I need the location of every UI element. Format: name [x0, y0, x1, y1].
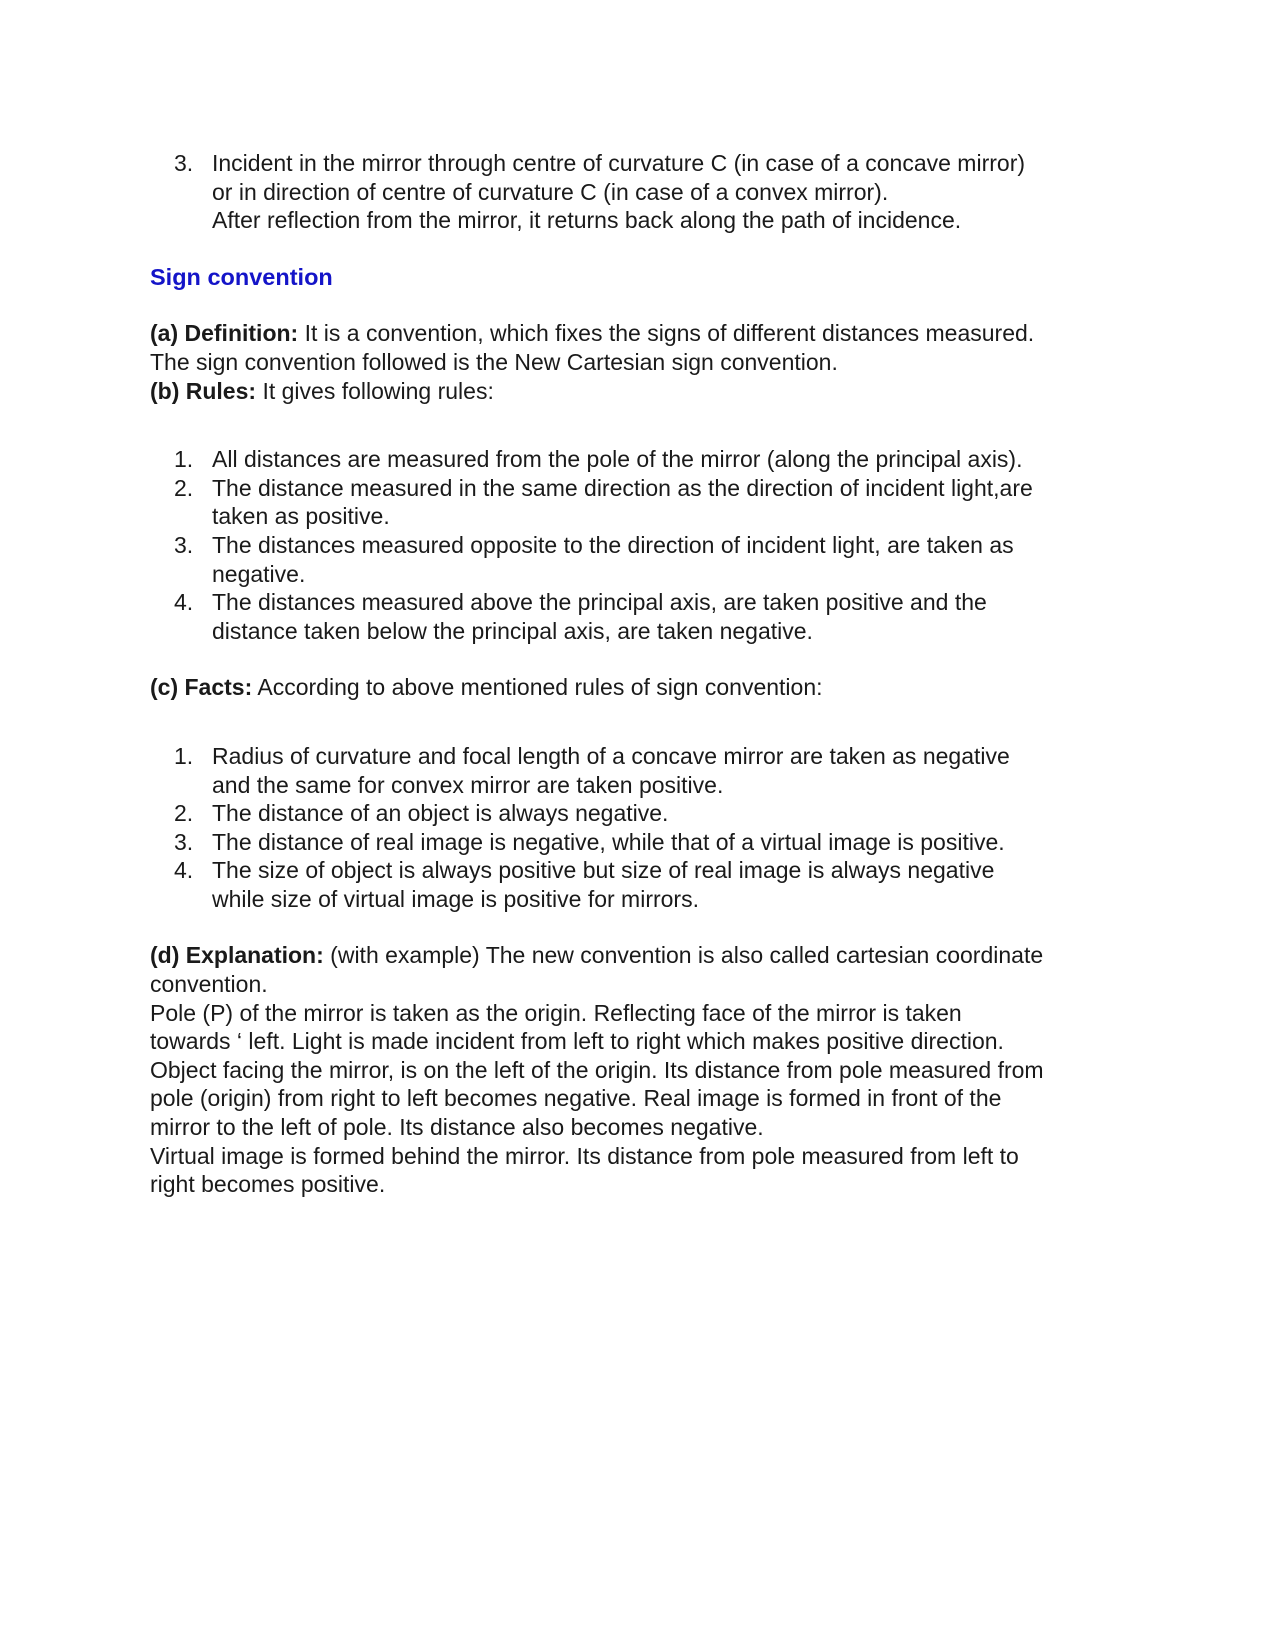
list-number: 4. — [174, 857, 194, 884]
document-page — [150, 149, 1150, 1199]
list-item — [150, 856, 1150, 913]
list-number: 1. — [174, 742, 194, 769]
explanation-label: (d) Explanation: — [150, 942, 324, 969]
list-item — [150, 149, 1150, 235]
rules-label: (b) Rules: — [150, 377, 257, 404]
explanation-text: (with example) The new convention is also called cartesian coordinate — [323, 942, 1044, 969]
list-item — [150, 588, 1150, 645]
definition-text: It is a convention, which fixes the signs of different distances measured. — [298, 320, 1035, 347]
list-text-line: The distances measured above the principal axis, are taken positive and the — [212, 589, 987, 616]
list-number: 4. — [174, 589, 194, 616]
section-heading: Sign convention — [150, 263, 333, 290]
explanation-text-line: mirror to the left of pole. Its distance also becomes negative. — [150, 1114, 764, 1141]
facts-label: (c) Facts: — [150, 674, 253, 701]
list-item — [150, 445, 1150, 474]
explanation-text-line: towards ‘ left. Light is made incident from left to right which makes positive direction. — [150, 1028, 1004, 1055]
rules-intro-text: It gives following rules: — [256, 377, 494, 404]
explanation-text-line: Virtual image is formed behind the mirror. Its distance from pole measured from left to — [150, 1142, 1019, 1169]
explanation-text-line: convention. — [150, 971, 268, 998]
list-number: 3. — [174, 531, 194, 558]
list-item — [150, 474, 1150, 531]
list-item — [150, 742, 1150, 799]
explanation-paragraph — [150, 941, 1150, 1198]
list-number: 1. — [174, 446, 194, 473]
list-text-line: Radius of curvature and focal length of a concave mirror are taken as negative — [212, 742, 1010, 769]
facts-paragraph — [150, 673, 1150, 702]
list-number: 3. — [174, 828, 194, 855]
explanation-text-line: pole (origin) from right to left becomes negative. Real image is formed in front of the — [150, 1085, 1002, 1112]
list-text-line: After reflection from the mirror, it returns back along the path of incidence. — [212, 207, 962, 234]
list-text-line: The distance of real image is negative, while that of a virtual image is positive. — [212, 828, 1005, 855]
list-text-line: while size of virtual image is positive for mirrors. — [212, 885, 699, 912]
list-number: 2. — [174, 474, 194, 501]
facts-list — [150, 742, 1150, 914]
list-text-line: and the same for convex mirror are taken positive. — [212, 771, 724, 798]
list-text-line: Incident in the mirror through centre of curvature C (in case of a concave mirror) — [212, 150, 1026, 176]
list-text-line: The size of object is always positive but size of real image is always negative — [212, 857, 995, 884]
list-text-line: The distance measured in the same direction as the direction of incident light,are — [212, 474, 1033, 501]
list-text-line: taken as positive. — [212, 503, 390, 530]
explanation-text-line: Object facing the mirror, is on the left of the origin. Its distance from pole measured from — [150, 1056, 1044, 1083]
list-text-line: negative. — [212, 560, 306, 587]
list-text-line: or in direction of centre of curvature C (in case of a convex mirror). — [212, 178, 889, 205]
list-item — [150, 828, 1150, 857]
list-text-line: distance taken below the principal axis, are taken negative. — [212, 617, 813, 644]
list-item — [150, 531, 1150, 588]
list-number: 2. — [174, 800, 194, 827]
facts-intro-text: According to above mentioned rules of sign convention: — [252, 674, 823, 701]
list-number: 3. — [174, 150, 194, 176]
explanation-text-line: right becomes positive. — [150, 1171, 386, 1198]
list-text-line: All distances are measured from the pole of the mirror (along the principal axis). — [212, 446, 1023, 473]
definition-label: (a) Definition: — [150, 320, 299, 347]
list-text-line: The distances measured opposite to the direction of incident light, are taken as — [212, 531, 1014, 558]
explanation-text-line: Pole (P) of the mirror is taken as the origin. Reflecting face of the mirror is taken — [150, 999, 962, 1026]
rules-list — [150, 445, 1150, 645]
definition-text-line: The sign convention followed is the New Cartesian sign convention. — [150, 348, 838, 375]
list-text-line: The distance of an object is always negative. — [212, 800, 669, 827]
list-item — [150, 799, 1150, 828]
definition-paragraph — [150, 319, 1150, 405]
